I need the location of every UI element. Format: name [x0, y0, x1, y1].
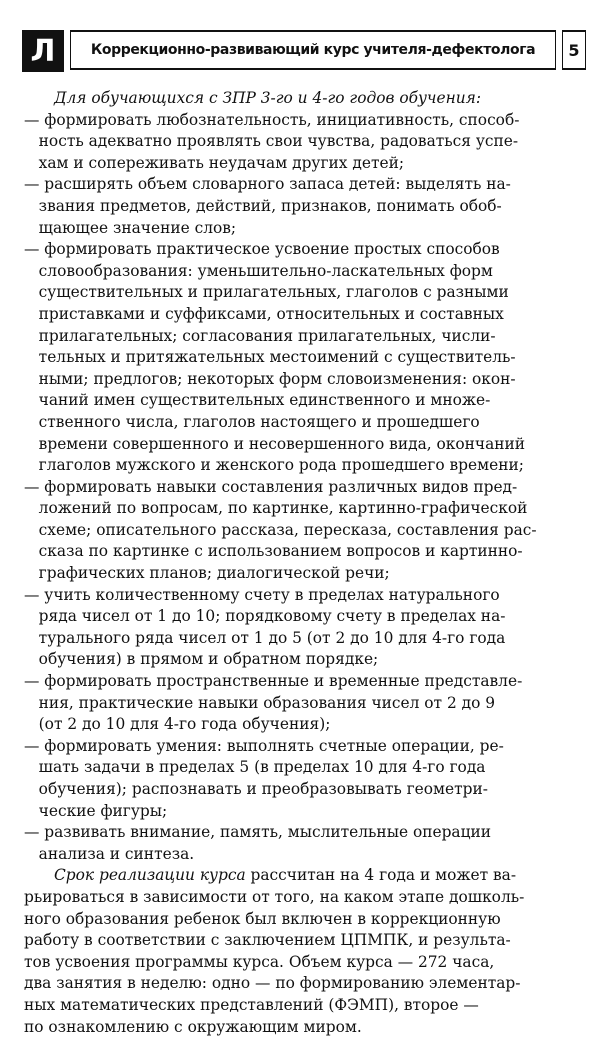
text-line: шать задачи в пределах 5 (в пределах 10 для 4-го года: [24, 758, 486, 777]
text-line: чаний имен существительных единственного и множе-: [24, 391, 491, 410]
text-line: прилагательных; согласования прилагательных, числи-: [24, 326, 496, 345]
section-logo: Л: [22, 30, 64, 72]
subheading: Для обучающихся с ЗПР 3-го и 4-го годов обучения:: [54, 89, 482, 107]
text-line: тельных и притяжательных местоимений с существитель-: [24, 348, 516, 367]
text-line: — учить количественному счету в пределах натурального: [24, 585, 500, 604]
text-line: графических планов; диалогической речи;: [24, 564, 390, 583]
text-line: [24, 865, 586, 887]
text-line: ность адекватно проявлять свои чувства, радоваться успе-: [24, 132, 519, 151]
text-line: обучения) в прямом и обратном порядке;: [24, 650, 379, 669]
lead-phrase: Срок реализации курса: [54, 866, 246, 885]
text-line: ных математических представлений (ФЭМП), второе —: [24, 995, 479, 1014]
text-line: — формировать практическое усвоение простых способов: [24, 240, 500, 259]
text-line: ческие фигуры;: [24, 801, 168, 820]
text-line: глаголов мужского и женского рода прошедшего времени;: [24, 456, 524, 475]
text-line: обучения); распознавать и преобразовывать геометри-: [24, 780, 488, 798]
text-line: работу в соответствии с заключением ЦПМПК, и результа-: [24, 931, 511, 950]
text-line: ного образования ребенок был включен в коррекционную: [24, 909, 501, 928]
text-line: хам и сопереживать неудачам других детей;: [24, 153, 405, 172]
text-line: схеме; описательного рассказа, пересказа, составления рас-: [24, 520, 537, 539]
page-number: 5: [562, 30, 586, 70]
running-title: Коррекционно-развивающий курс учителя-дефектолога: [70, 30, 556, 70]
text-line: — формировать пространственные и временные представле-: [24, 672, 523, 691]
text-line: — формировать любознательность, инициативность, способ-: [24, 110, 520, 129]
text-line: турального ряда чисел от 1 до 5 (от 2 до 10 для 4-го года: [24, 628, 506, 647]
text-line: — развивать внимание, память, мыслительные операции: [24, 823, 492, 842]
text-line: ния, практические навыки образования чисел от 2 до 9: [24, 693, 496, 712]
line-text: рассчитан на 4 года и может ва-: [245, 866, 517, 885]
text-line: два занятия в неделю: одно — по формированию элементар-: [24, 974, 521, 993]
text-line: тов усвоения программы курса. Объем курса — 272 часа,: [24, 952, 495, 971]
text-line: щающее значение слов;: [24, 218, 237, 237]
text-line: [24, 88, 586, 110]
text-line: ложений по вопросам, по картинке, картинно-графической: [24, 499, 528, 518]
text-line: — формировать навыки составления различных видов пред-: [24, 477, 518, 496]
text-line: ными; предлогов; некоторых форм словоизменения: окон-: [24, 369, 516, 388]
text-line: ственного числа, глаголов настоящего и прошедшего: [24, 412, 480, 431]
text-line: — формировать умения: выполнять счетные операции, ре-: [24, 736, 504, 755]
text-line: словообразования: уменьшительно-ласкательных форм: [24, 261, 493, 280]
text-line: — расширять объем словарного запаса детей: выделять на-: [24, 175, 511, 194]
text-line: звания предметов, действий, признаков, понимать обоб-: [24, 196, 502, 215]
text-line: анализа и синтеза.: [24, 844, 195, 863]
text-line: сказа по картинке с использованием вопросов и картинно-: [24, 542, 523, 561]
text-line: по ознакомлению с окружающим миром.: [24, 1017, 362, 1036]
text-line: существительных и прилагательных, глаголов с разными: [24, 283, 509, 302]
running-header: [22, 30, 586, 72]
text-line: приставками и суффиксами, относительных и составных: [24, 304, 504, 323]
text-line: (от 2 до 10 для 4-го года обучения);: [24, 715, 331, 734]
text-line: рьироваться в зависимости от того, на каком этапе дошколь-: [24, 887, 525, 906]
body-text: [24, 88, 586, 1038]
text-line: времени совершенного и несовершенного вида, окончаний: [24, 434, 526, 453]
text-line: ряда чисел от 1 до 10; порядковому счету в пределах на-: [24, 607, 506, 626]
